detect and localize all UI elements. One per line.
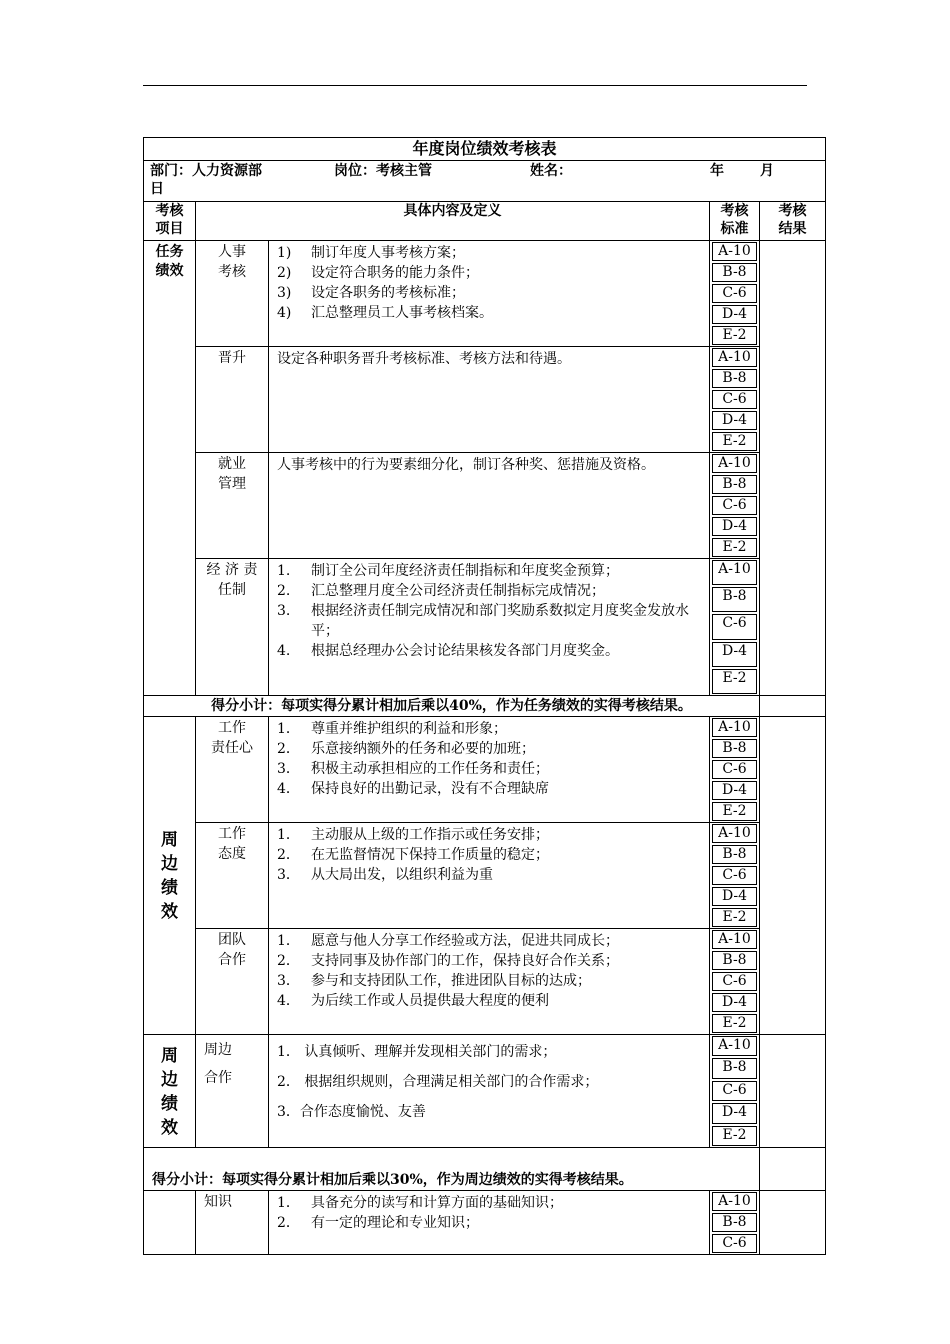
definition-item	[277, 779, 701, 799]
item-text: 为后续工作或人员提供最大程度的便利	[311, 993, 549, 1009]
definition-item	[277, 1193, 701, 1213]
definition-item	[277, 759, 701, 779]
grade-option[interactable]: E-2	[712, 908, 757, 927]
grade-option[interactable]: A-10	[712, 1036, 757, 1056]
grade-option[interactable]: A-10	[712, 1192, 757, 1211]
grade-option[interactable]: D-4	[712, 887, 757, 906]
category-label: 绩	[161, 877, 178, 898]
sub-item-label: 人事	[218, 244, 246, 260]
item-number: 4)	[277, 305, 292, 321]
sub-item-label: 就业	[218, 456, 246, 472]
grade-option[interactable]: E-2	[712, 432, 757, 451]
header-result: 考核 结果	[760, 202, 826, 241]
item-text: 根据总经理办公会讨论结果核发各部门月度奖金。	[311, 643, 619, 659]
grade-option[interactable]: C-6	[712, 496, 757, 515]
month-field: 月	[760, 163, 774, 179]
peripheral-row	[144, 929, 826, 1035]
grade-option[interactable]: D-4	[712, 642, 757, 667]
definition-item: 1． 认真倾听、理解并发现相关部门的需求；	[277, 1044, 557, 1060]
grade-cell	[710, 453, 760, 559]
definition-item: 3．合作态度愉悦、友善	[277, 1104, 426, 1120]
item-number: 2)	[277, 265, 292, 281]
cooperation-row	[144, 1035, 826, 1148]
item-number: 3)	[277, 285, 292, 301]
sub-item	[196, 453, 269, 559]
sub-item-label: 合作	[218, 952, 246, 968]
item-number: 1．	[277, 721, 300, 737]
grade-option[interactable]: C-6	[712, 390, 757, 409]
item-text: 主动服从上级的工作指示或任务安排；	[311, 827, 549, 843]
definition-list	[277, 931, 701, 1011]
subtotal-result[interactable]	[760, 696, 826, 717]
item-number: 1．	[277, 933, 300, 949]
grade-list	[710, 823, 759, 928]
subtotal-row	[144, 696, 826, 717]
grade-option[interactable]: A-10	[712, 560, 757, 585]
grade-list	[710, 347, 759, 452]
definition-item	[277, 561, 701, 581]
definition-item	[277, 581, 701, 601]
grade-option[interactable]: B-8	[712, 845, 757, 864]
grade-option[interactable]: B-8	[712, 1058, 757, 1078]
definition-list	[277, 561, 701, 661]
grade-option[interactable]: E-2	[712, 802, 757, 821]
peripheral-row	[144, 717, 826, 823]
sub-item	[196, 717, 269, 823]
peripheral-row	[144, 823, 826, 929]
item-text: 设定符合职务的能力条件；	[311, 265, 479, 281]
sub-item	[196, 929, 269, 1035]
item-number: 3.	[277, 603, 291, 619]
definition-list	[277, 243, 701, 323]
grade-option[interactable]: E-2	[712, 1014, 757, 1033]
grade-cell	[710, 347, 760, 453]
sub-item-label: 任制	[218, 582, 246, 598]
grade-option[interactable]: A-10	[712, 348, 757, 367]
definition-item	[277, 243, 701, 263]
result-cell[interactable]	[760, 241, 826, 696]
grade-option[interactable]: D-4	[712, 305, 757, 324]
sub-item	[196, 823, 269, 929]
definition-item	[277, 303, 701, 323]
sub-item-label: 态度	[218, 846, 246, 862]
grade-list	[710, 453, 759, 558]
item-text: 愿意与他人分享工作经验或方法，促进共同成长；	[311, 933, 619, 949]
task-row	[144, 559, 826, 696]
header-standard: 考核 标准	[710, 202, 760, 241]
grade-option[interactable]: A-10	[712, 718, 757, 737]
task-row	[144, 241, 826, 347]
header-item: 考核 项目	[144, 202, 196, 241]
definition-item	[277, 971, 701, 991]
definition-item	[277, 931, 701, 951]
item-text: 具备充分的读写和计算方面的基础知识；	[311, 1195, 563, 1211]
item-text: 乐意接纳额外的任务和必要的加班；	[311, 741, 535, 757]
sub-item-label: 考核	[218, 264, 246, 280]
result-cell[interactable]	[760, 1191, 826, 1255]
result-cell[interactable]	[760, 1035, 826, 1148]
grade-option[interactable]: A-10	[712, 454, 757, 473]
sub-item-label: 经 济 责	[206, 562, 258, 578]
definition-item	[277, 845, 701, 865]
item-definition	[269, 347, 710, 453]
grade-option[interactable]: B-8	[712, 587, 757, 612]
grade-option[interactable]: A-10	[712, 824, 757, 843]
item-number: 4.	[277, 643, 291, 659]
ability-row	[144, 1191, 826, 1255]
category-label: 效	[161, 901, 178, 922]
sub-item	[196, 1191, 269, 1255]
item-text: 制订全公司年度经济责任制指标和年度奖金预算；	[311, 563, 619, 579]
definition-item	[277, 263, 701, 283]
grade-option[interactable]: D-4	[712, 993, 757, 1012]
item-text: 支持同事及协作部门的工作，保持良好合作关系；	[311, 953, 619, 969]
category-peripheral	[144, 717, 196, 1035]
grade-option[interactable]: D-4	[712, 1103, 757, 1123]
sub-item-label: 工作	[218, 826, 246, 842]
sub-item	[196, 559, 269, 696]
subtotal-row	[144, 1148, 826, 1191]
peripheral-subtotal: 得分小计：每项实得分累计相加后乘以30%，作为周边绩效的实得考核结果。	[144, 1148, 760, 1191]
grade-cell	[710, 559, 760, 696]
task-subtotal: 得分小计：每项实得分累计相加后乘以40%，作为任务绩效的实得考核结果。	[144, 696, 760, 717]
sub-item-label: 合作	[204, 1070, 232, 1086]
grade-option[interactable]: B-8	[712, 263, 757, 282]
item-number: 1)	[277, 245, 292, 261]
sub-item-label: 知识	[204, 1194, 232, 1210]
grade-option[interactable]: E-2	[712, 326, 757, 345]
category-cooperation	[144, 1035, 196, 1148]
dept-field: 部门：人力资源部	[150, 163, 262, 179]
grade-option[interactable]: D-4	[712, 411, 757, 430]
year-field: 年	[710, 163, 724, 179]
sub-item-label: 晋升	[218, 350, 246, 366]
item-number: 3．	[277, 761, 300, 777]
grade-option[interactable]: B-8	[712, 475, 757, 494]
grade-option[interactable]: C-6	[712, 1081, 757, 1101]
category-ability	[144, 1191, 196, 1255]
item-number: 4．	[277, 781, 300, 797]
item-text: 有一定的理论和专业知识；	[311, 1215, 479, 1231]
appraisal-sheet	[143, 137, 825, 1251]
definition-item	[277, 641, 701, 661]
item-text: 尊重并维护组织的利益和形象；	[311, 721, 507, 737]
item-number: 2.	[277, 583, 291, 599]
item-number: 4．	[277, 993, 300, 1009]
grade-list	[710, 929, 759, 1034]
item-number: 1．	[277, 827, 300, 843]
item-number: 3．	[277, 973, 300, 989]
header-content: 具体内容及定义	[196, 202, 710, 241]
grade-cell	[710, 929, 760, 1035]
category-task	[144, 241, 196, 696]
grade-option[interactable]: D-4	[712, 517, 757, 536]
item-definition	[269, 823, 710, 929]
item-definition	[269, 1191, 710, 1255]
grade-list	[710, 717, 759, 822]
header-rule	[143, 85, 807, 86]
sub-item-label: 工作	[218, 720, 246, 736]
grade-list	[710, 559, 759, 695]
item-definition	[269, 559, 710, 696]
definition-item	[277, 991, 701, 1011]
definition-item: 2． 根据组织规则，合理满足相关部门的合作需求；	[277, 1074, 599, 1090]
grade-list	[710, 1191, 759, 1254]
category-label: 周	[161, 829, 178, 850]
category-label: 周	[161, 1046, 178, 1066]
item-text: 汇总整理月度全公司经济责任制指标完成情况；	[311, 583, 605, 599]
grade-option[interactable]: C-6	[712, 760, 757, 779]
sub-item-label: 周边	[204, 1042, 232, 1058]
category-label: 边	[161, 1070, 178, 1090]
category-label: 绩效	[155, 263, 184, 279]
definition-item	[277, 601, 701, 641]
item-number: 1．	[277, 1195, 300, 1211]
form-title: 年度岗位绩效考核表	[144, 138, 826, 161]
sub-item-label: 责任心	[211, 740, 253, 756]
sub-item	[196, 1035, 269, 1148]
grade-option[interactable]: A-10	[712, 242, 757, 261]
item-number: 3．	[277, 867, 300, 883]
post-field: 岗位：考核主管	[334, 163, 432, 179]
definition-item	[277, 1213, 701, 1233]
result-cell[interactable]	[760, 717, 826, 1035]
task-row	[144, 453, 826, 559]
item-definition	[269, 929, 710, 1035]
item-number: 2．	[277, 1215, 300, 1231]
sub-item	[196, 347, 269, 453]
item-text: 根据经济责任制完成情况和部门奖励系数拟定月度奖金发放水平；	[311, 603, 689, 639]
item-number: 2．	[277, 953, 300, 969]
grade-option[interactable]: C-6	[712, 284, 757, 303]
sub-item	[196, 241, 269, 347]
definition-item	[277, 719, 701, 739]
task-row	[144, 347, 826, 453]
definition-list	[277, 719, 701, 799]
appraisal-table	[143, 137, 826, 1255]
grade-cell	[710, 1035, 760, 1148]
item-definition	[269, 453, 710, 559]
item-number: 2．	[277, 847, 300, 863]
item-definition	[269, 717, 710, 823]
category-label: 绩	[161, 1094, 178, 1114]
item-text: 汇总整理员工人事考核档案。	[311, 305, 493, 321]
category-label: 效	[161, 1118, 178, 1138]
grade-option[interactable]: B-8	[712, 739, 757, 758]
sub-item-label: 管理	[218, 476, 246, 492]
definition-item	[277, 283, 701, 303]
subtotal-result[interactable]	[760, 1148, 826, 1191]
sub-item-label: 团队	[218, 932, 246, 948]
grade-option[interactable]: E-2	[712, 669, 757, 694]
grade-option[interactable]: C-6	[712, 866, 757, 885]
info-row	[144, 161, 826, 202]
item-text: 从大局出发，以组织利益为重	[311, 867, 493, 883]
item-definition	[269, 1035, 710, 1148]
grade-option[interactable]: C-6	[712, 972, 757, 991]
item-text: 制订年度人事考核方案；	[311, 245, 465, 261]
grade-option[interactable]: E-2	[712, 538, 757, 557]
definition-text: 人事考核中的行为要素细分化，制订各种奖、惩措施及资格。	[277, 457, 655, 473]
grade-option[interactable]: B-8	[712, 951, 757, 970]
definition-item	[277, 865, 701, 885]
item-text: 在无监督情况下保持工作质量的稳定；	[311, 847, 549, 863]
item-text: 设定各职务的考核标准；	[311, 285, 465, 301]
definition-text: 设定各种职务晋升考核标准、考核方法和待遇。	[277, 351, 571, 367]
grade-option[interactable]: D-4	[712, 781, 757, 800]
grade-option[interactable]: C-6	[712, 614, 757, 639]
grade-list	[710, 1035, 759, 1147]
definition-list	[277, 825, 701, 885]
grade-option[interactable]: E-2	[712, 1126, 757, 1146]
grade-option[interactable]: C-6	[712, 1234, 757, 1253]
definition-item	[277, 825, 701, 845]
category-label: 任务	[155, 244, 184, 260]
grade-cell	[710, 717, 760, 823]
item-text: 保持良好的出勤记录，没有不合理缺席	[311, 781, 549, 797]
grade-option[interactable]: B-8	[712, 369, 757, 388]
day-field: 日	[150, 181, 164, 197]
item-text: 参与和支持团队工作，推进团队目标的达成；	[311, 973, 591, 989]
grade-option[interactable]: A-10	[712, 930, 757, 949]
category-label: 边	[161, 853, 178, 874]
item-number: 1.	[277, 563, 291, 579]
name-field: 姓名：	[530, 163, 572, 179]
item-definition	[269, 241, 710, 347]
grade-cell	[710, 823, 760, 929]
definition-list	[277, 1193, 701, 1233]
item-text: 积极主动承担相应的工作任务和责任；	[311, 761, 549, 777]
grade-cell	[710, 241, 760, 347]
grade-option[interactable]: B-8	[712, 1213, 757, 1232]
definition-item	[277, 951, 701, 971]
item-number: 2．	[277, 741, 300, 757]
grade-list	[710, 241, 759, 346]
definition-item	[277, 739, 701, 759]
grade-cell	[710, 1191, 760, 1255]
